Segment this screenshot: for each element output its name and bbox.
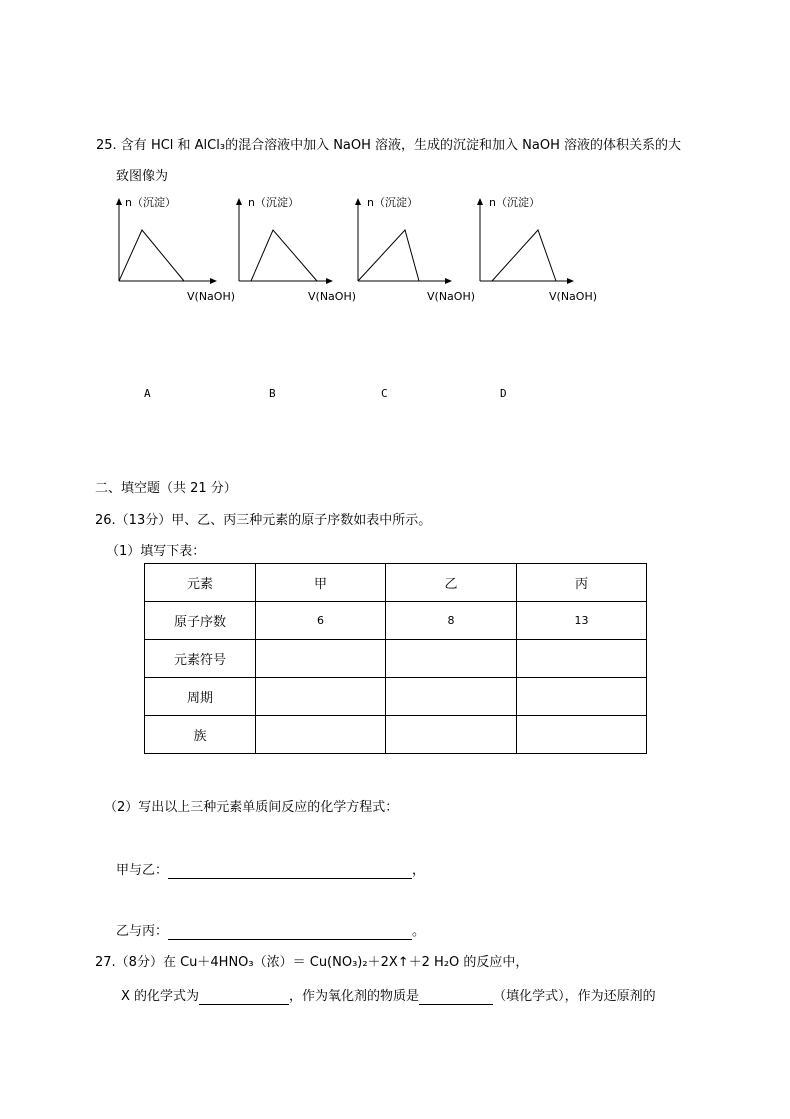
q27-text-a: X 的化学式为	[121, 989, 200, 1004]
graph-c-x-label: V(NaOH)	[427, 290, 476, 303]
graph-d	[469, 190, 614, 305]
element-table	[144, 563, 647, 754]
q27-stem: 27.（8分）在 Cu＋4HNO₃（浓）＝ Cu(NO₃)₂＋2X↑＋2 H₂O 的反应中，	[95, 955, 529, 970]
x-formula-blank[interactable]	[199, 989, 289, 1005]
table-row	[145, 678, 647, 716]
table-row	[145, 564, 647, 602]
table-cell: 元素	[145, 564, 256, 602]
equation-2-end: 。	[412, 924, 426, 939]
answer-cell[interactable]	[517, 678, 647, 716]
option-b-label: B	[269, 387, 276, 400]
equation-1-row	[116, 859, 425, 879]
oxidizer-blank[interactable]	[419, 989, 493, 1005]
q26-stem: 26.（13分）甲、乙、丙三种元素的原子序数如表中所示。	[95, 513, 432, 528]
answer-cell[interactable]	[517, 640, 647, 678]
table-cell: 13	[517, 602, 647, 640]
table-cell: 8	[386, 602, 517, 640]
table-cell: 元素符号	[145, 640, 256, 678]
equation-2-blank[interactable]	[168, 924, 412, 940]
answer-cell[interactable]	[256, 678, 386, 716]
q26-part1: （1）填写下表：	[106, 544, 206, 559]
graph-a-x-label: V(NaOH)	[187, 290, 236, 303]
table-cell: 原子序数	[145, 602, 256, 640]
graph-b-y-label: n（沉淀）	[248, 196, 299, 209]
q25-line1: 25. 含有 HCl 和 AlCl₃的混合溶液中加入 NaOH 溶液，生成的沉淀和加入 NaOH 溶液的体积关系的大	[96, 138, 682, 153]
graph-d-x-label: V(NaOH)	[549, 290, 598, 303]
equation-2-label: 乙与丙：	[116, 924, 169, 939]
table-cell: 周期	[145, 678, 256, 716]
section-title: 二、填空题（共 21 分）	[95, 481, 237, 496]
option-c-label: C	[381, 387, 388, 400]
table-cell: 甲	[256, 564, 386, 602]
graph-b-x-label: V(NaOH)	[308, 290, 357, 303]
equation-1-end: ，	[412, 863, 426, 878]
q27-text-c: （填化学式），作为还原剂的	[493, 989, 656, 1004]
equation-2-row	[116, 920, 425, 940]
table-row	[145, 716, 647, 754]
equation-1-label: 甲与乙：	[116, 863, 169, 878]
q27-line2	[121, 985, 656, 1005]
q26-part2: （2）写出以上三种元素单质间反应的化学方程式：	[104, 800, 399, 815]
graph-c-y-label: n（沉淀）	[367, 196, 418, 209]
answer-cell[interactable]	[517, 716, 647, 754]
answer-cell[interactable]	[386, 678, 517, 716]
q27-text-b: ，作为氧化剂的物质是	[289, 989, 420, 1004]
table-cell: 6	[256, 602, 386, 640]
answer-cell[interactable]	[386, 716, 517, 754]
graph-d-y-label: n（沉淀）	[489, 196, 540, 209]
graph-a-y-label: n（沉淀）	[125, 196, 176, 209]
answer-cell[interactable]	[256, 716, 386, 754]
table-cell: 丙	[517, 564, 647, 602]
answer-cell[interactable]	[386, 640, 517, 678]
table-row	[145, 640, 647, 678]
answer-cell[interactable]	[256, 640, 386, 678]
q25-line2: 致图像为	[116, 169, 169, 184]
equation-1-blank[interactable]	[168, 863, 412, 879]
option-a-label: A	[144, 387, 151, 400]
table-cell: 乙	[386, 564, 517, 602]
table-cell: 族	[145, 716, 256, 754]
table-row	[145, 602, 647, 640]
option-d-label: D	[500, 387, 507, 400]
